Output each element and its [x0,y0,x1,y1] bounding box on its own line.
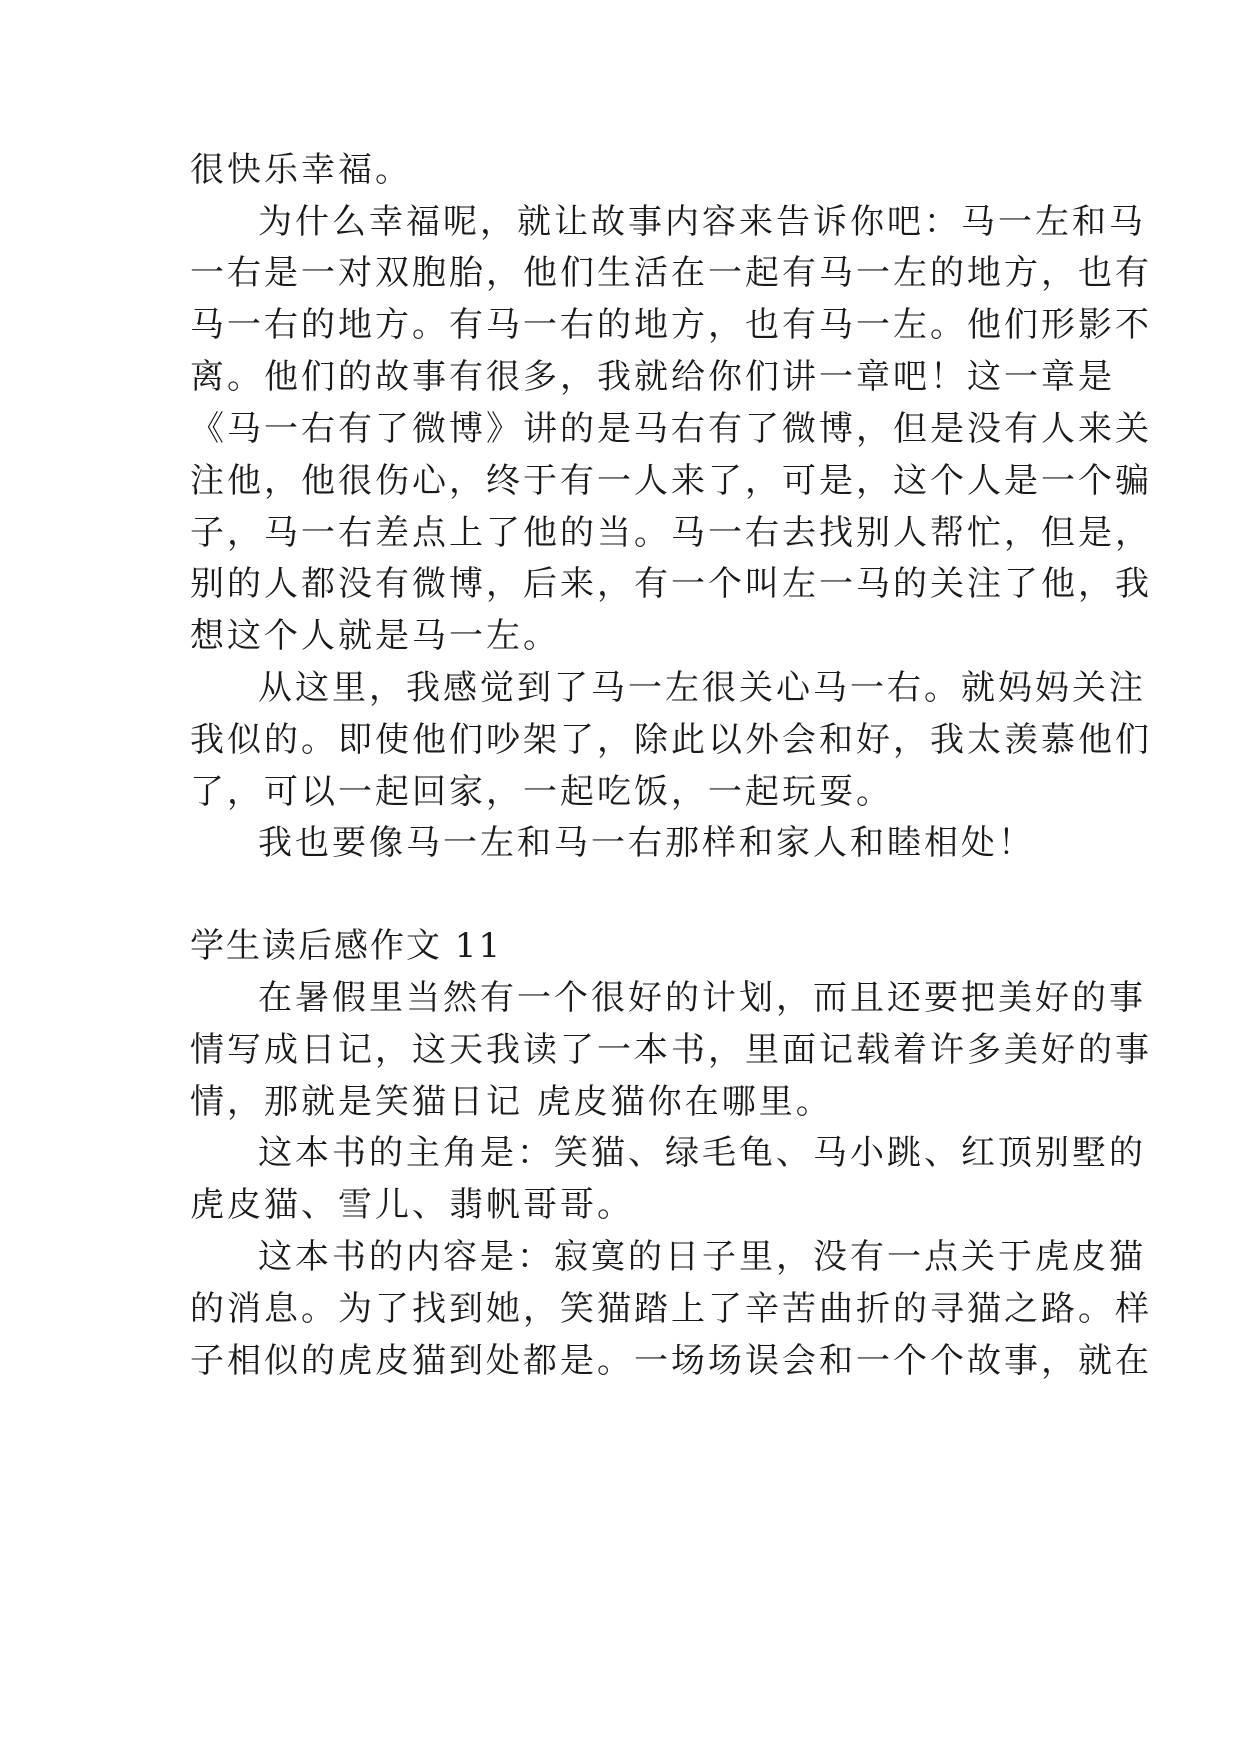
text-line: 我似的。即使他们吵架了，除此以外会和好，我太羡慕他们 [190,720,1152,760]
text-line: 很快乐幸福。 [190,150,412,190]
text-line: 一右是一对双胞胎，他们生活在一起有马一左的地方，也有 [190,253,1152,293]
paragraph-start: 为什么幸福呢，就让故事内容来告诉你吧：马一左和马 [258,202,1146,242]
text-line: 了，可以一起回家，一起吃饭，一起玩耍。 [190,772,893,812]
text-line: 想这个人就是马一左。 [190,616,560,656]
text-line: 别的人都没有微博，后来，有一个叫左一马的关注了他，我 [190,564,1152,604]
text-line: 虎皮猫、雪儿、翡帆哥哥。 [190,1185,634,1225]
paragraph-start: 这本书的内容是：寂寞的日子里，没有一点关于虎皮猫 [258,1237,1146,1277]
section-heading: 学生读后感作文 11 [190,926,503,966]
text-line: 情，那就是笑猫日记 虎皮猫你在哪里。 [190,1082,833,1122]
paragraph-start: 在暑假里当然有一个很好的计划，而且还要把美好的事 [258,978,1146,1018]
text-line: 的消息。为了找到她，笑猫踏上了辛苦曲折的寻猫之路。样 [190,1289,1152,1329]
paragraph-start: 我也要像马一左和马一右那样和家人和睦相处！ [258,823,1035,863]
text-line: 子，马一右差点上了他的当。马一右去找别人帮忙，但是， [190,513,1152,553]
text-line: 注他，他很伤心，终于有一人来了，可是，这个人是一个骗 [190,461,1152,501]
text-line: 马一右的地方。有马一右的地方，也有马一左。他们形影不 [190,305,1152,345]
paragraph-start: 从这里，我感觉到了马一左很关心马一右。就妈妈关注 [258,668,1146,708]
text-line: 《马一右有了微博》讲的是马右有了微博，但是没有人来关 [190,409,1152,449]
text-line: 离。他们的故事有很多，我就给你们讲一章吧！这一章是 [190,357,1115,397]
text-line: 情写成日记，这天我读了一本书，里面记载着许多美好的事 [190,1030,1152,1070]
paragraph-start: 这本书的主角是：笑猫、绿毛龟、马小跳、红顶别墅的 [258,1133,1146,1173]
text-line: 子相似的虎皮猫到处都是。一场场误会和一个个故事，就在 [190,1341,1152,1381]
